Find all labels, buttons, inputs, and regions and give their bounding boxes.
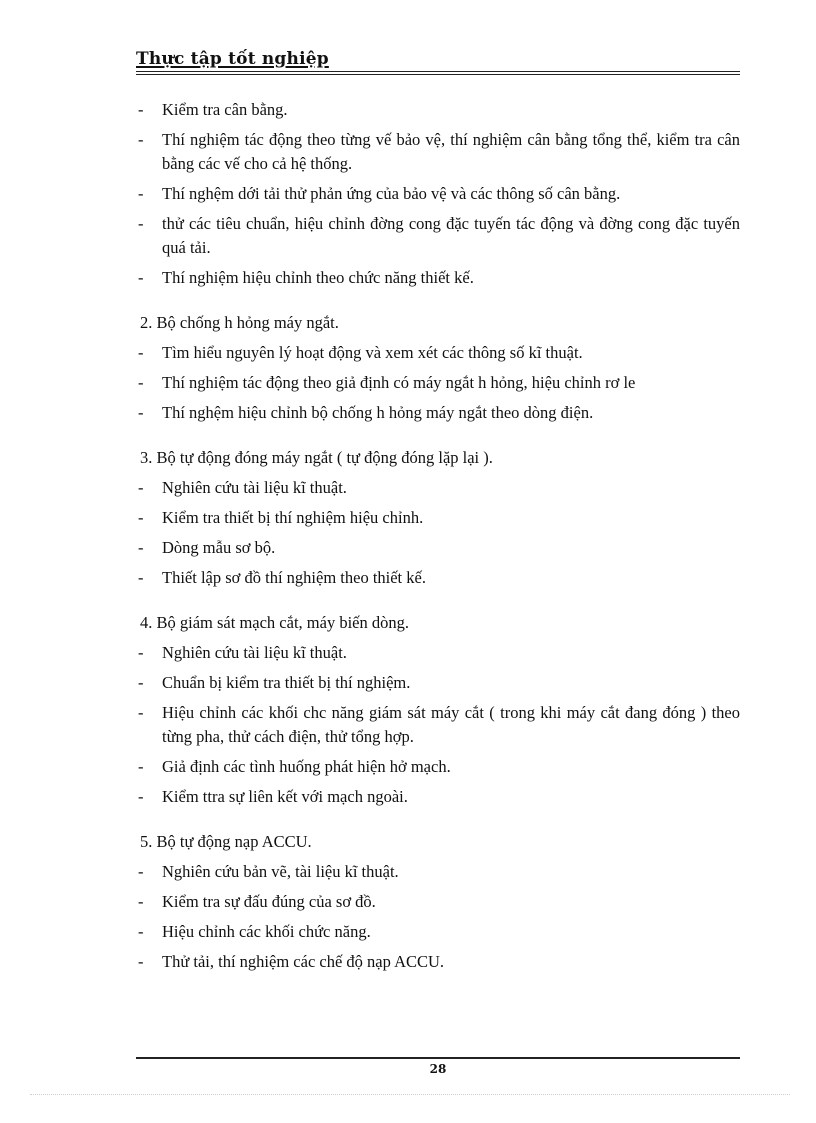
list-item: - Hiệu chỉnh các khối chức năng. [136,920,740,944]
bullet-dash: - [138,100,144,119]
section-heading: 3. Bộ tự động đóng máy ngắt ( tự động đóng lặp lại ). [140,448,493,467]
list-item: - Hiệu chỉnh các khối chc năng giám sát máy cắt ( trong khi máy cắt đang đóng ) theo từng pha, thử cách điện, thử tổng hợp. [138,703,740,746]
list-item: - thử các tiêu chuẩn, hiệu chỉnh đờng cong đặc tuyến tác động và đờng cong đặc tuyến quá tải. [138,214,740,257]
bullet-dash: - [138,130,144,149]
list-item: - Kiểm ttra sự liên kết với mạch ngoài. [136,785,740,809]
bullet-dash: - [138,373,144,392]
page-bottom-dotted-edge [30,1094,790,1095]
list-item: - Kiểm tra cân bằng. [136,98,740,122]
section-2 [136,311,740,425]
bullet-dash: - [138,673,144,692]
bullet-dash: - [138,703,144,722]
bullet-dash: - [138,268,144,287]
bullet-dash: - [138,343,144,362]
list-item: - Dòng mẫu sơ bộ. [136,536,740,560]
header-rule [136,71,740,75]
list-item: - Nghiên cứu bản vẽ, tài liệu kĩ thuật. [136,860,740,884]
page-number: 28 [429,1062,447,1076]
bullet-dash: - [138,643,144,662]
list-item: - Thiết lập sơ đồ thí nghiệm theo thiết kế. [136,566,740,590]
list-item: - Giả định các tình huống phát hiện hở mạch. [136,755,740,779]
list-item: - Thí nghiệm tác động theo giả định có máy ngắt h hỏng, hiệu chỉnh rơ le [136,371,740,395]
section-3 [136,446,740,590]
list-item: - Nghiên cứu tài liệu kĩ thuật. [136,641,740,665]
section-5 [136,830,740,974]
bullet-dash: - [138,403,144,422]
list-item: - Thử tải, thí nghiệm các chế độ nạp ACCU. [136,950,740,974]
section-heading: 4. Bộ giám sát mạch cắt, máy biến dòng. [140,613,409,632]
list-item: - Tìm hiểu nguyên lý hoạt động và xem xét các thông số kĩ thuật. [136,341,740,365]
intro-list [136,98,740,290]
list-item: - Thí nghệm dới tải thử phản ứng của bảo vệ và các thông số cân bằng. [136,182,740,206]
list-item: - Chuẩn bị kiểm tra thiết bị thí nghiệm. [136,671,740,695]
list-item: - Thí nghiệm tác động theo từng vế bảo vệ, thí nghiệm cân bằng tổng thể, kiểm tra cân bằng các vế cho cả hệ thống. [138,130,740,173]
page-header [136,48,740,75]
list-item: - Kiểm tra thiết bị thí nghiệm hiệu chỉnh. [136,506,740,530]
bullet-dash: - [138,922,144,941]
section-heading: 5. Bộ tự động nạp ACCU. [140,832,312,851]
bullet-dash: - [138,862,144,881]
header-title: Thực tập tốt nghiệp [136,49,329,69]
section-4 [136,611,740,809]
bullet-dash: - [138,757,144,776]
section-heading: 2. Bộ chống h hỏng máy ngắt. [140,313,339,332]
footer-rule [136,1057,740,1059]
list-item: - Thí nghiệm hiệu chỉnh theo chức năng thiết kế. [136,266,740,290]
bullet-dash: - [138,184,144,203]
bullet-dash: - [138,568,144,587]
bullet-dash: - [138,892,144,911]
bullet-dash: - [138,787,144,806]
bullet-dash: - [138,538,144,557]
bullet-dash: - [138,214,144,233]
bullet-dash: - [138,478,144,497]
list-item: - Nghiên cứu tài liệu kĩ thuật. [136,476,740,500]
list-item: - Thí nghệm hiệu chỉnh bộ chống h hỏng máy ngắt theo dòng điện. [136,401,740,425]
list-item: - Kiểm tra sự đấu đúng của sơ đồ. [136,890,740,914]
document-body [136,98,740,980]
bullet-dash: - [138,952,144,971]
bullet-dash: - [138,508,144,527]
